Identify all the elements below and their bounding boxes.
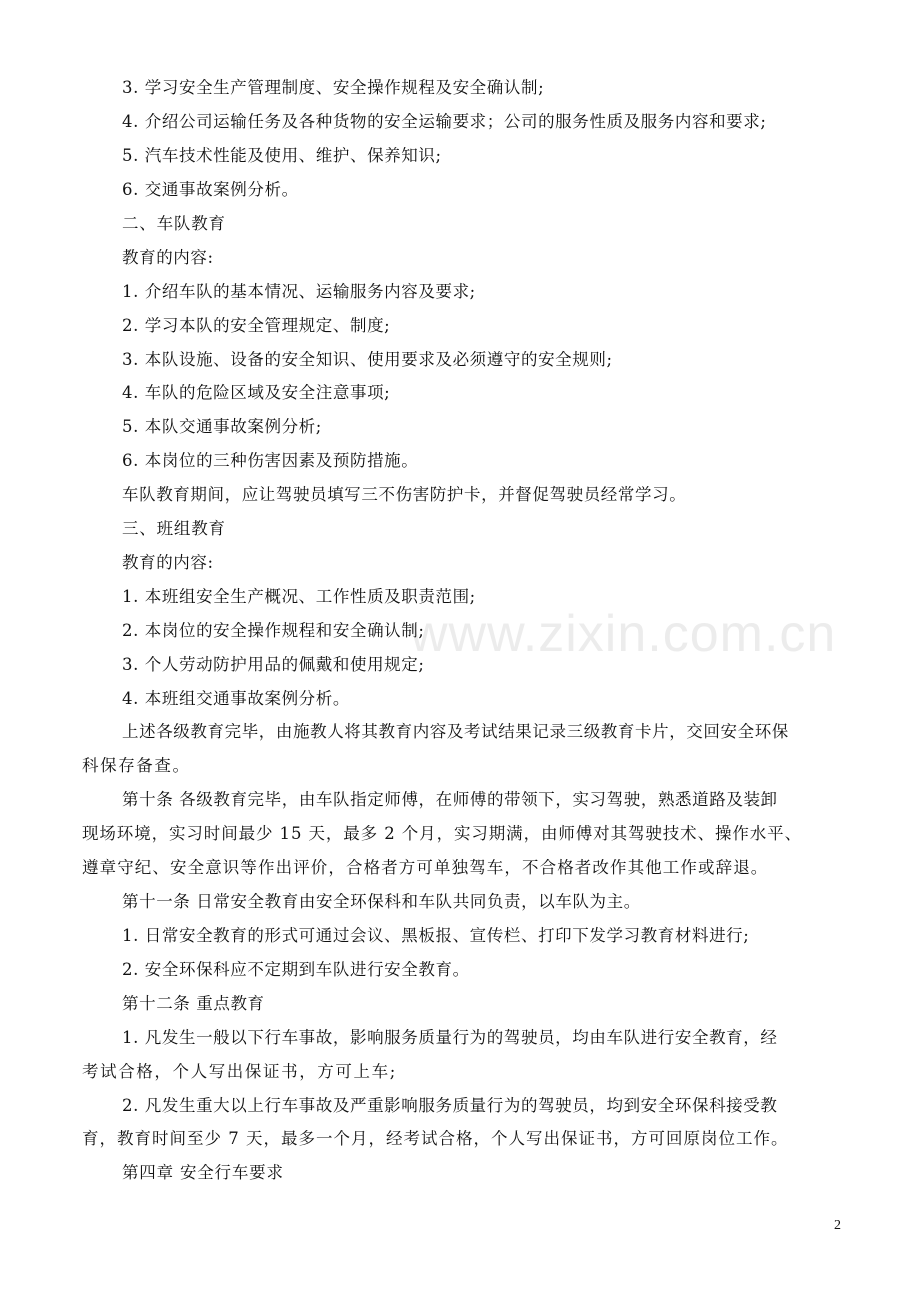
text-line: 遵章守纪、安全意识等作出评价，合格者方可单独驾车，不合格者改作其他工作或辞退。 <box>82 858 769 877</box>
text-line: 5. 本队交通事故案例分析; <box>122 417 322 436</box>
text-line: 2. 凡发生重大以上行车事故及严重影响服务质量行为的驾驶员，均到安全环保科接受教 <box>122 1096 778 1115</box>
text-line: 4. 介绍公司运输任务及各种货物的安全运输要求；公司的服务性质及服务内容和要求; <box>122 112 767 131</box>
section-heading: 三、班组教育 <box>122 519 226 538</box>
text-line: 1. 日常安全教育的形式可通过会议、黑板报、宣传栏、打印下发学习教育材料进行; <box>122 926 750 945</box>
text-line: 上述各级教育完毕，由施教人将其教育内容及考试结果记录三级教育卡片，交回安全环保 <box>122 722 789 741</box>
text-line: 考试合格，个人写出保证书，方可上车; <box>82 1062 397 1081</box>
text-line: 育，教育时间至少 7 天，最多一个月，经考试合格，个人写出保证书，方可回原岗位工作。 <box>82 1129 789 1148</box>
text-line: 4. 本班组交通事故案例分析。 <box>122 689 350 708</box>
text-line: 教育的内容: <box>122 248 214 267</box>
text-line: 4. 车队的危险区域及安全注意事项; <box>122 383 391 402</box>
page-number: 2 <box>834 1218 841 1233</box>
text-line: 第十二条 重点教育 <box>122 994 265 1013</box>
text-line: 第十条 各级教育完毕，由车队指定师傅，在师傅的带领下，实习驾驶，熟悉道路及装卸 <box>122 790 778 809</box>
text-line: 第十一条 日常安全教育由安全环保科和车队共同负责，以车队为主。 <box>122 892 641 911</box>
section-heading: 二、车队教育 <box>122 214 226 233</box>
text-line: 2. 学习本队的安全管理规定、制度; <box>122 316 391 335</box>
text-line: 科保存备查。 <box>82 756 191 775</box>
text-line: 车队教育期间，应让驾驶员填写三不伤害防护卡，并督促驾驶员经常学习。 <box>122 485 687 504</box>
text-line: 3. 本队设施、设备的安全知识、使用要求及必须遵守的安全规则; <box>122 350 613 369</box>
text-line: 1. 凡发生一般以下行车事故，影响服务质量行为的驾驶员，均由车队进行安全教育，经 <box>122 1028 778 1047</box>
text-line: 现场环境，实习时间最少 15 天，最多 2 个月，实习期满，由师傅对其驾驶技术、操作水平、 <box>82 824 802 843</box>
text-line: 1. 介绍车队的基本情况、运输服务内容及要求; <box>122 282 476 301</box>
watermark: www.zixin.com.cn <box>410 605 837 663</box>
text-line: 1. 本班组安全生产概况、工作性质及职责范围; <box>122 587 476 606</box>
text-line: 5. 汽车技术性能及使用、维护、保养知识; <box>122 146 442 165</box>
text-line: 6. 本岗位的三种伤害因素及预防措施。 <box>122 451 419 470</box>
text-line: 2. 本岗位的安全操作规程和安全确认制; <box>122 621 425 640</box>
text-line: 6. 交通事故案例分析。 <box>122 180 299 199</box>
text-line: 教育的内容: <box>122 553 214 572</box>
text-line: 3. 个人劳动防护用品的佩戴和使用规定; <box>122 655 425 674</box>
text-line: 3. 学习安全生产管理制度、安全操作规程及安全确认制; <box>122 78 545 97</box>
text-line: 2. 安全环保科应不定期到车队进行安全教育。 <box>122 960 470 979</box>
chapter-heading: 第四章 安全行车要求 <box>122 1163 284 1182</box>
